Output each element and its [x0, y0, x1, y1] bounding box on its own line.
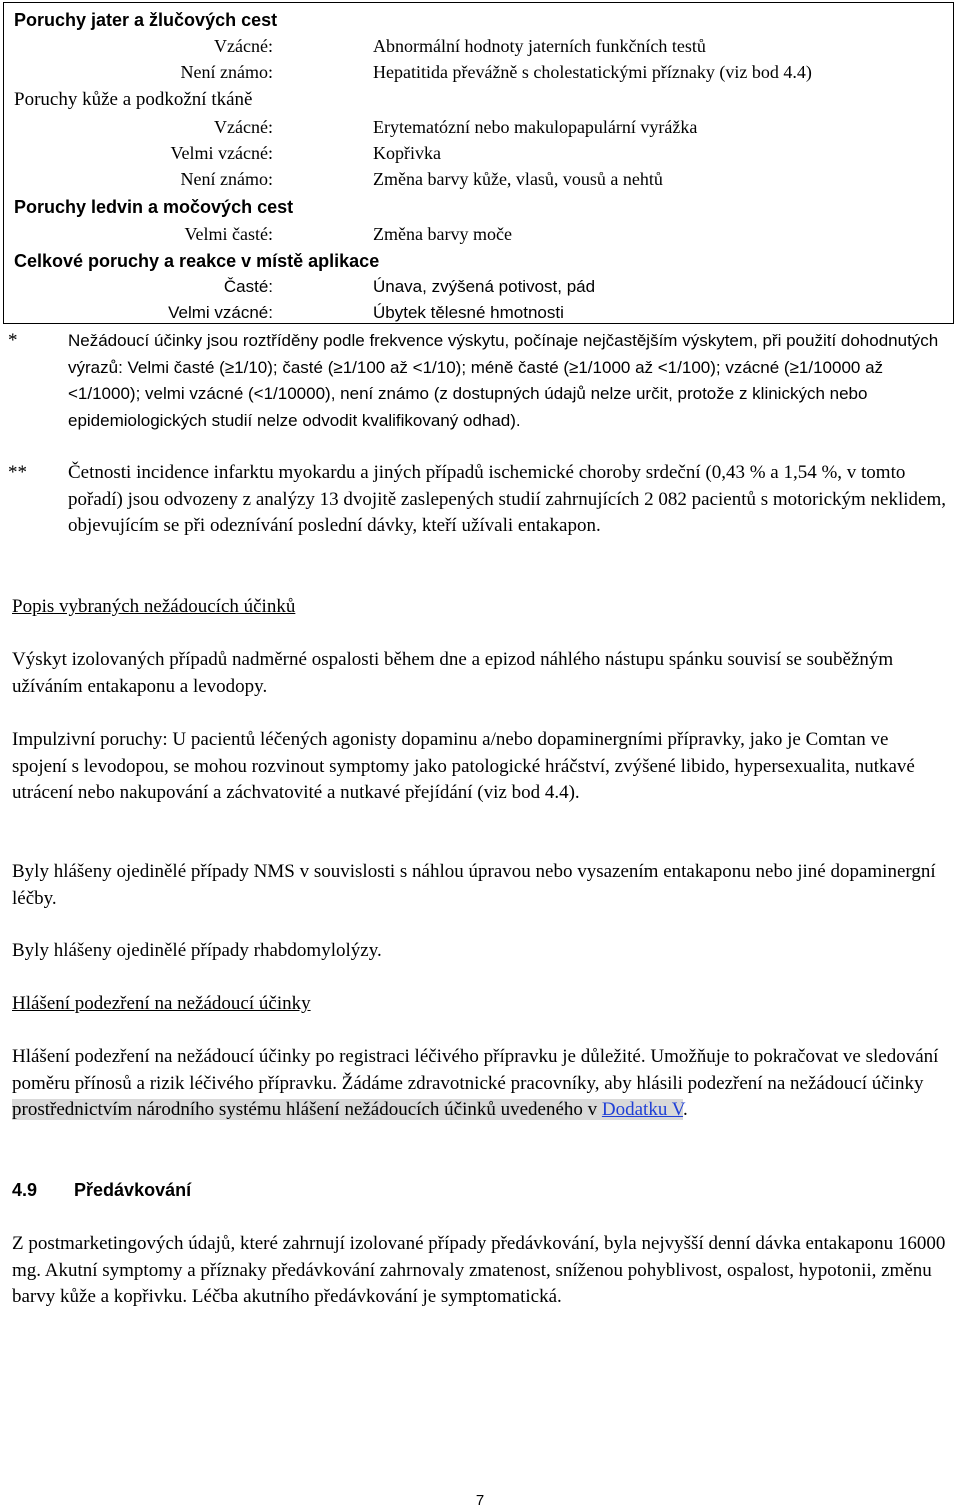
table-row	[4, 114, 953, 140]
group-header-skin: Poruchy kůže a podkožní tkáně	[14, 89, 253, 110]
appendix-v-link[interactable]: Dodatku V	[601, 1099, 684, 1120]
reporting-highlight: prostřednictvím národního systému hlášení nežádoucích účinků uvedeného v	[12, 1099, 602, 1120]
section-number: 4.9	[12, 1180, 38, 1200]
adverse-effects-table	[3, 2, 954, 324]
table-row	[4, 59, 953, 85]
group-header-liver: Poruchy jater a žlučových cest	[14, 10, 278, 30]
footnote-frequency	[8, 328, 948, 434]
footnote-text: Četnosti incidence infarktu myokardu a jiných případů ischemické choroby srdeční (0,43 % a 1,54 %, v tomto pořadí) jsou odvozeny z analýzy 13 dvojitě zaslepených studií zahrnujících 2 082 pacientů s motorickým neklidem, objevujícím se při odeznívání poslední dávky, kteří užívali entakapon.	[68, 462, 946, 536]
page-number: 7	[475, 1492, 485, 1509]
frequency-label: Není známo:	[180, 62, 273, 82]
section-title-popis: Popis vybraných nežádoucích účinků	[12, 596, 296, 617]
reporting-end: .	[683, 1099, 688, 1120]
section-heading-4-9	[12, 1180, 191, 1201]
section-title: Předávkování	[74, 1180, 192, 1200]
table-row	[4, 140, 953, 166]
table-row	[4, 274, 953, 300]
table-row	[4, 221, 953, 247]
reporting-paragraph	[12, 1044, 947, 1124]
effect-text: Únava, zvýšená potivost, pád	[373, 277, 596, 296]
frequency-label: Vzácné:	[214, 36, 273, 56]
footnote-infarction	[8, 460, 948, 540]
frequency-label: Časté:	[223, 277, 273, 296]
section-title-hlaseni: Hlášení podezření na nežádoucí účinky	[12, 993, 311, 1014]
group-header-general: Celkové poruchy a reakce v místě aplikace	[14, 251, 380, 271]
frequency-label: Velmi vzácné:	[170, 143, 273, 163]
paragraph: Byly hlášeny ojedinělé případy rhabdomylolýzy.	[12, 940, 382, 961]
table-row	[4, 300, 953, 326]
effect-text: Hepatitida převážně s cholestatickými příznaky (viz bod 4.4)	[373, 62, 812, 82]
group-header-kidney: Poruchy ledvin a močových cest	[14, 197, 294, 217]
table-group-header	[4, 87, 953, 113]
effect-text: Úbytek tělesné hmotnosti	[373, 303, 564, 322]
table-group-header	[4, 194, 953, 220]
paragraph: Impulzivní poruchy: U pacientů léčených agonisty dopaminu a/nebo dopaminergními přípravky, jako je Comtan ve spojení s levodopou, se mohou rozvinout symptomy jako patologické hráčství, zvýšené libido, hypersexualita, nutkavé utrácení nebo nakupování a záchvatovité a nutkavé přejídání (viz bod 4.4).	[12, 729, 915, 803]
frequency-label: Velmi časté:	[184, 224, 273, 244]
effect-text: Změna barvy moče	[373, 224, 512, 244]
footnote-text: Nežádoucí účinky jsou roztříděny podle frekvence výskytu, počínaje nejčastějším výskytem, při použití dohodnutých výrazů: Velmi časté (≥1/10); časté (≥1/100 až <1/10); méně časté (≥1/1000 až <1/100); vzácné (≥1/10000 až <1/1000); velmi vzácné (<1/10000), není známo (z dostupných údajů nelze určit, protože z klinických nebo epidemiologických studií nelze odvodit kvalifikovaný odhad).	[68, 331, 939, 430]
reporting-text: Hlášení podezření na nežádoucí účinky po registraci léčivého přípravku je důležité. Umožňuje to pokračovat ve sledování poměru přínosů a rizik léčivého přípravku. Žádáme zdravotnické pracovníky, aby hlásili podezření na nežádoucí účinky	[12, 1046, 939, 1094]
table-row	[4, 166, 953, 192]
table-group-header	[4, 7, 953, 33]
frequency-label: Vzácné:	[214, 117, 273, 137]
table-group-header	[4, 248, 953, 274]
effect-text: Změna barvy kůže, vlasů, vousů a nehtů	[373, 169, 663, 189]
effect-text: Kopřivka	[373, 143, 441, 163]
frequency-label: Velmi vzácné:	[168, 303, 273, 322]
footnote-mark: **	[8, 462, 27, 483]
footnote-mark: *	[8, 330, 18, 351]
paragraph: Z postmarketingových údajů, které zahrnují izolované případy předávkování, byla nejvyšší denní dávka entakaponu 16000 mg. Akutní symptomy a příznaky předávkování zahrnovaly zmatenost, sníženou pohyblivost, ospalost, hypotonii, změnu barvy kůže a kopřivku. Léčba akutního předávkování je symptomatická.	[12, 1233, 946, 1307]
paragraph: Výskyt izolovaných případů nadměrné ospalosti během dne a epizod náhlého nástupu spánku souvisí se souběžným užíváním entakaponu a levodopy.	[12, 649, 894, 697]
paragraph: Byly hlášeny ojedinělé případy NMS v souvislosti s náhlou úpravou nebo vysazením entakaponu nebo jiné dopaminergní léčby.	[12, 861, 936, 909]
frequency-label: Není známo:	[180, 169, 273, 189]
effect-text: Abnormální hodnoty jaterních funkčních testů	[373, 36, 706, 56]
table-row	[4, 33, 953, 59]
effect-text: Erytematózní nebo makulopapulární vyrážka	[373, 117, 698, 137]
